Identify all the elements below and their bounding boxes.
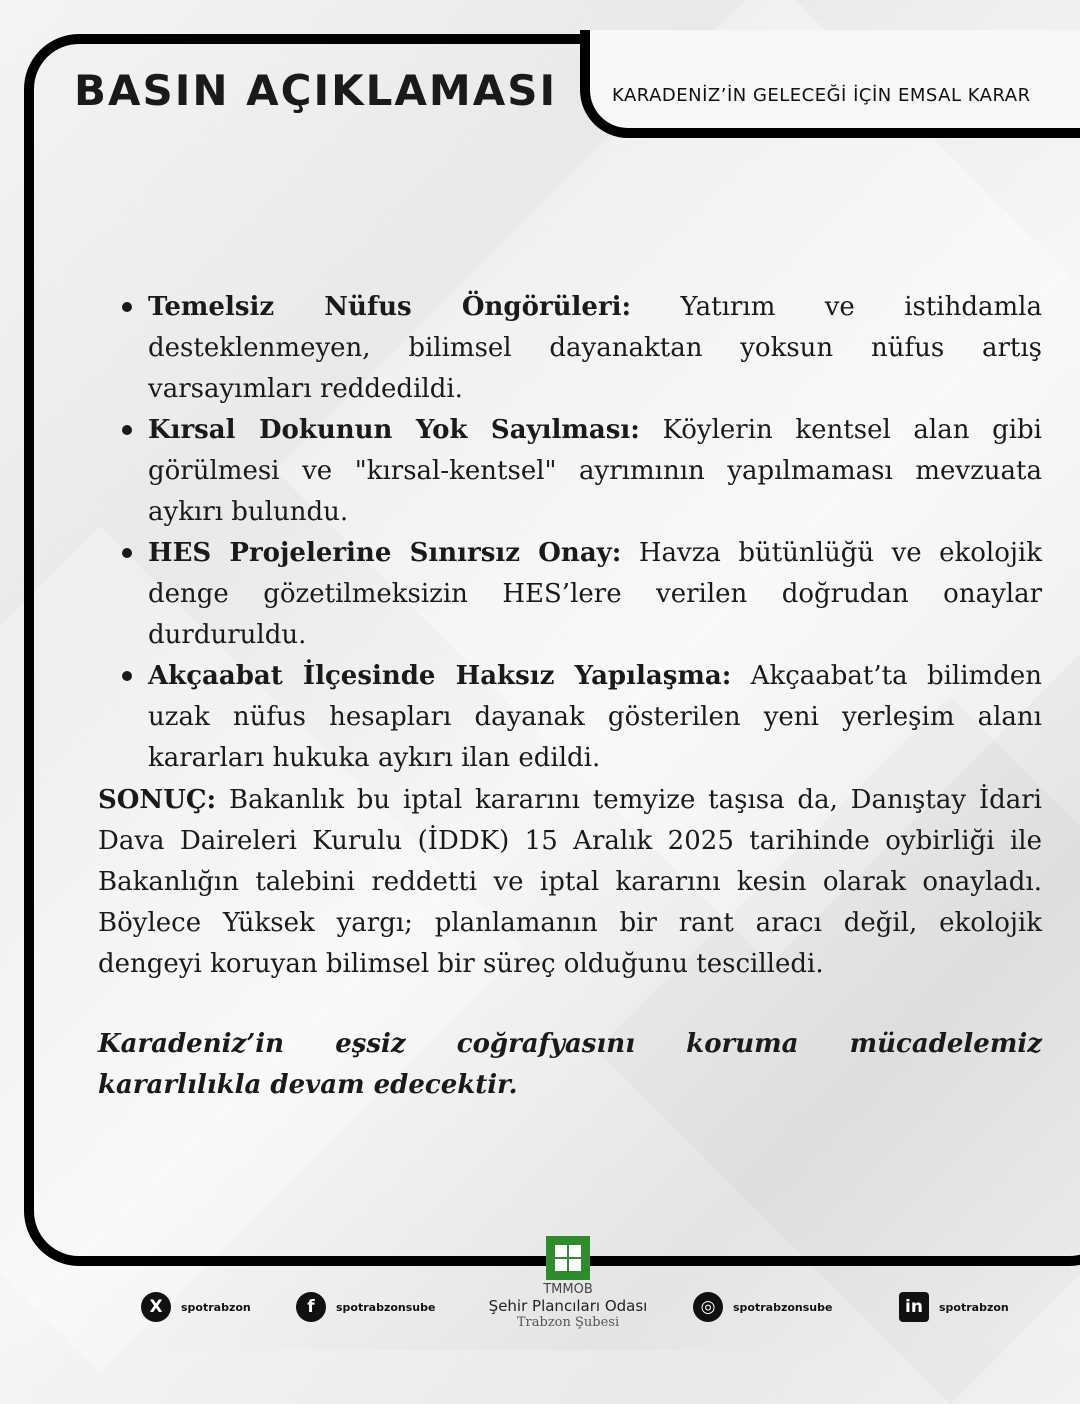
closing-statement: Karadeniz’in eşsiz coğrafyasını koruma mücadelemiz kararlılıkla devam edecektir. [98,1029,1042,1100]
bullet-heading: Akçaabat İlçesinde Haksız Yapılaşma: [148,661,732,691]
page-title: BASIN AÇIKLAMASI [74,66,558,115]
list-item [98,410,1042,533]
bullet-text: Havza bütünlüğü ve ekolojik denge gözetilmeksizin HES’lere verilen doğrudan onaylar durduruldu. [148,538,1042,650]
list-item [98,287,1042,410]
conclusion-label: SONUÇ: [98,785,217,815]
logo-line-1: TMMOB [543,1282,593,1297]
social-instagram[interactable] [693,1292,832,1322]
bullet-text: Yatırım ve istihdamla desteklenmeyen, bilimsel dayanaktan yoksun nüfus artış varsayımları reddedildi. [148,292,1042,404]
logo-mark-icon [546,1236,590,1280]
bullet-heading: Temelsiz Nüfus Öngörüleri: [148,292,632,322]
bullet-dot [122,548,132,558]
social-linkedin[interactable] [899,1292,1009,1322]
bullet-dot [122,302,132,312]
logo-line-2: Şehir Plancıları Odası [488,1297,648,1315]
conclusion-text: Bakanlık bu iptal kararını temyize taşısa da, Danıştay İdari Dava Daireleri Kurulu (İDDK) 15 Aralık 2025 tarihinde oybirliği ile Bakanlığın talebini reddetti ve iptal kararını kesin olarak onayladı. Böylece Yüksek yargı; planlamanın bir rant aracı değil, ekolojik dengeyi koruyan bilimsel bir süreç olduğunu tescilledi. [98,785,1042,979]
social-facebook[interactable] [296,1292,435,1322]
linkedin-icon: in [899,1292,929,1322]
header-tab [580,30,1080,138]
facebook-icon: f [296,1292,326,1322]
social-handle: spotrabzon [939,1300,1009,1314]
social-handle: spotrabzonsube [336,1300,436,1314]
list-item [98,656,1042,779]
organization-logo [488,1236,648,1330]
bullet-list [98,287,1042,779]
conclusion-paragraph [98,780,1042,985]
bullet-heading: HES Projelerine Sınırsız Onay: [148,538,622,568]
logo-line-3: Trabzon Şubesi [516,1315,620,1330]
instagram-icon: ◎ [693,1292,723,1322]
page-subtitle: KARADENİZ’İN GELECEĞİ İÇİN EMSAL KARAR [612,85,1031,106]
social-x[interactable] [141,1292,251,1322]
bullet-text: Köylerin kentsel alan gibi görülmesi ve "kırsal-kentsel" ayrımının yapılmaması mevzuata aykırı bulundu. [148,415,1042,527]
list-item [98,533,1042,656]
social-handle: spotrabzon [181,1300,251,1314]
bullet-dot [122,425,132,435]
bullet-text: Akçaabat’ta bilimden uzak nüfus hesapları dayanak gösterilen yeni yerleşim alanı kararları hukuka aykırı ilan edildi. [148,661,1042,773]
bullet-heading: Kırsal Dokunun Yok Sayılması: [148,415,640,445]
bullet-dot [122,671,132,681]
social-handle: spotrabzonsube [733,1300,833,1314]
x-icon: X [141,1292,171,1322]
